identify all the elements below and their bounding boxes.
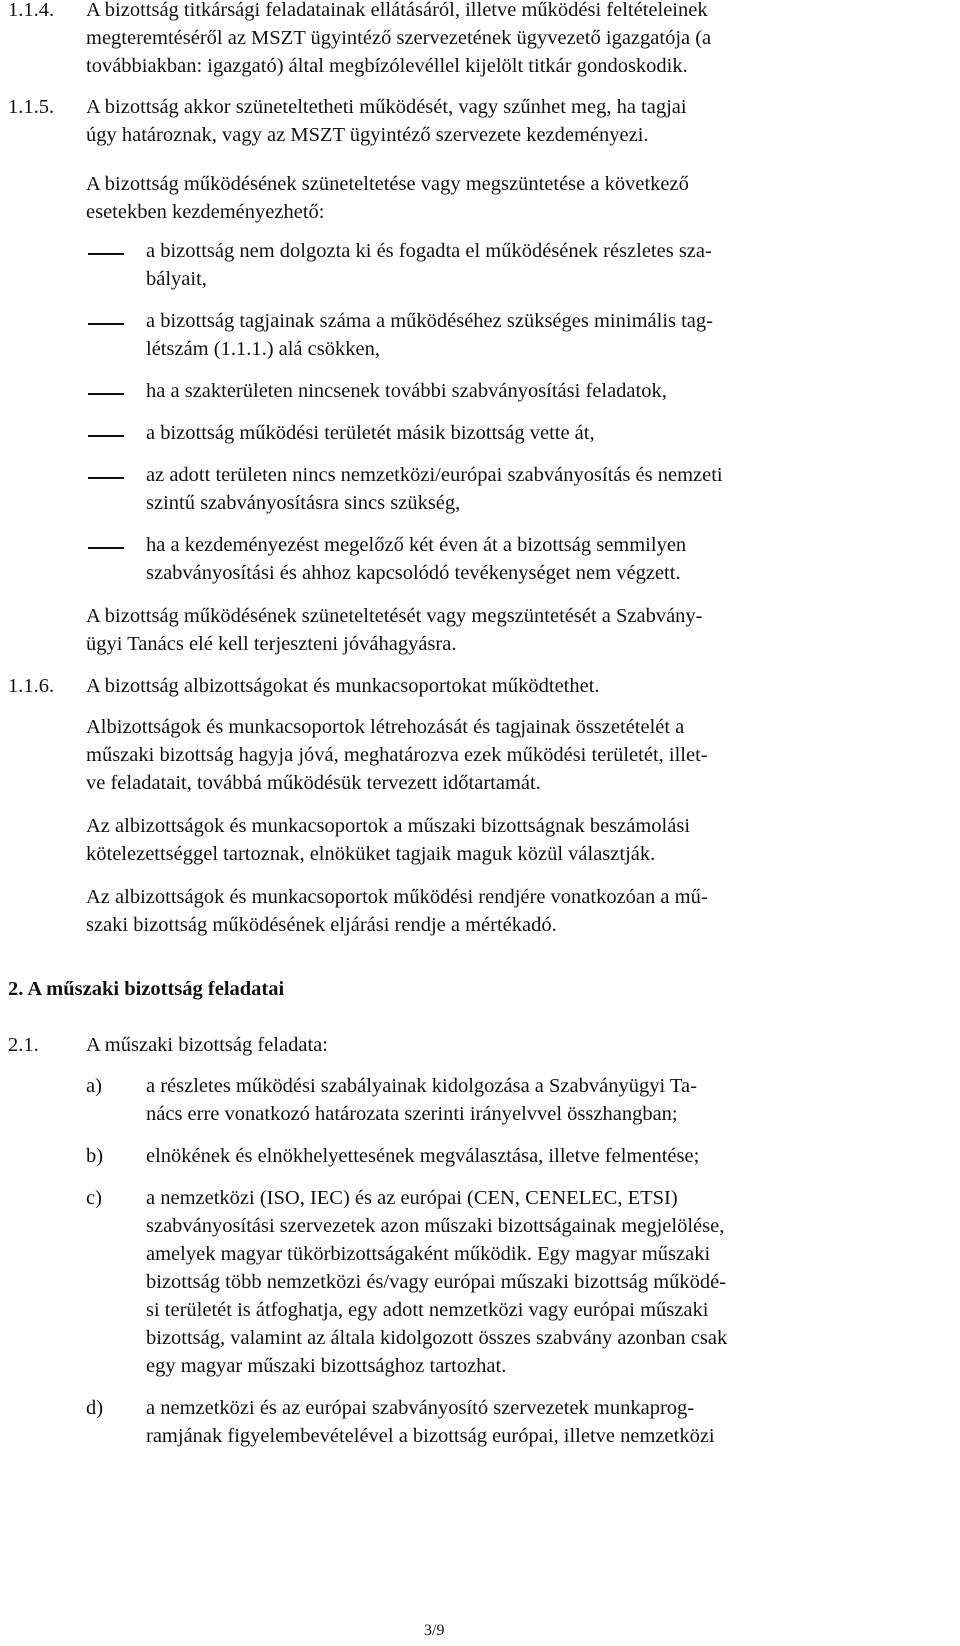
list-item-text: nács erre vonatkozó határozata szerinti irányelvvel összhangban;: [146, 1103, 678, 1125]
section-number: 1.1.4.: [8, 0, 55, 21]
chapter-heading: 2. A műszaki bizottság feladatai: [8, 978, 285, 1000]
list-item-text: szabványosítási szervezetek azon műszaki bizottságainak megjelölése,: [146, 1215, 725, 1237]
bullet-text: szabványosítási és ahhoz kapcsolódó tevékenységet nem végzett.: [146, 562, 681, 584]
list-item-label: c): [86, 1187, 102, 1209]
text-line: műszaki bizottság hagyja jóvá, meghatározva ezek működési területét, illet-: [86, 744, 708, 766]
bullet-dash: [88, 435, 124, 437]
list-item-text: bizottság több nemzetközi és/vagy európai műszaki bizottság működé-: [146, 1271, 727, 1293]
bullet-dash: [88, 253, 124, 255]
list-item-text: elnökének és elnökhelyettesének megválasztása, illetve felmentése;: [146, 1145, 700, 1167]
bullet-text: ha a szakterületen nincsenek további szabványosítási feladatok,: [146, 380, 667, 402]
bullet-text: szintű szabványosításra sincs szükség,: [146, 492, 461, 514]
list-item-text: si területét is átfoghatja, egy adott nemzetközi vagy európai műszaki: [146, 1299, 709, 1321]
text-line: kötelezettséggel tartoznak, elnöküket tagjaik maguk közül választják.: [86, 843, 656, 865]
text-line: A bizottság albizottságokat és munkacsoportokat működtethet.: [86, 675, 600, 697]
text-line: továbbiakban: igazgató) által megbízólevéllel kijelölt titkár gondoskodik.: [86, 55, 688, 77]
text-line: úgy határoznak, vagy az MSZT ügyintéző szervezete kezdeményezi.: [86, 124, 649, 146]
list-item-text: ramjának figyelembevételével a bizottság európai, illetve nemzetközi: [146, 1425, 715, 1447]
bullet-dash: [88, 547, 124, 549]
text-line: A bizottság működésének szüneteltetése vagy megszüntetése a következő: [86, 173, 689, 195]
bullet-text: az adott területen nincs nemzetközi/európai szabványosítás és nemzeti: [146, 464, 723, 486]
text-line: Az albizottságok és munkacsoportok működési rendjére vonatkozóan a mű-: [86, 886, 708, 908]
list-item-text: a nemzetközi (ISO, IEC) és az európai (CEN, CENELEC, ETSI): [146, 1187, 678, 1209]
section-number: 2.1.: [8, 1034, 39, 1056]
text-line: ügyi Tanács elé kell terjeszteni jóváhagyásra.: [86, 633, 457, 655]
text-line: A bizottság akkor szüneteltetheti működését, vagy szűnhet meg, ha tagjai: [86, 96, 687, 118]
list-item-text: egy magyar műszaki bizottsághoz tartozhat.: [146, 1355, 507, 1377]
bullet-text: a bizottság működési területét másik bizottság vette át,: [146, 422, 595, 444]
bullet-text: ha a kezdeményezést megelőző két éven át a bizottság semmilyen: [146, 534, 687, 556]
bullet-text: a bizottság nem dolgozta ki és fogadta el működésének részletes sza-: [146, 240, 712, 262]
bullet-text: létszám (1.1.1.) alá csökken,: [146, 338, 380, 360]
bullet-dash: [88, 477, 124, 479]
text-line: esetekben kezdeményezhető:: [86, 201, 325, 223]
text-line: megteremtéséről az MSZT ügyintéző szervezetének ügyvezető igazgatója (a: [86, 27, 712, 49]
bullet-text: bályait,: [146, 268, 207, 290]
text-line: A bizottság működésének szüneteltetését vagy megszüntetését a Szabvány-: [86, 605, 703, 627]
text-line: Albizottságok és munkacsoportok létrehozását és tagjainak összetételét a: [86, 716, 685, 738]
bullet-dash: [88, 393, 124, 395]
text-line: ve feladatait, továbbá működésük tervezett időtartamát.: [86, 772, 541, 794]
list-item-text: a részletes működési szabályainak kidolgozása a Szabványügyi Ta-: [146, 1075, 697, 1097]
list-item-text: a nemzetközi és az európai szabványosító szervezetek munkaprog-: [146, 1397, 695, 1419]
text-line: A műszaki bizottság feladata:: [86, 1034, 328, 1056]
bullet-dash: [88, 323, 124, 325]
page-number: 3/9: [424, 1622, 445, 1639]
list-item-text: amelyek magyar tükörbizottságaként működik. Egy magyar műszaki: [146, 1243, 711, 1265]
list-item-label: d): [86, 1397, 104, 1419]
section-number: 1.1.5.: [8, 96, 55, 118]
text-line: Az albizottságok és munkacsoportok a műszaki bizottságnak beszámolási: [86, 815, 691, 837]
list-item-label: b): [86, 1145, 104, 1167]
bullet-text: a bizottság tagjainak száma a működéséhez szükséges minimális tag-: [146, 310, 713, 332]
list-item-label: a): [86, 1075, 102, 1097]
text-line: A bizottság titkársági feladatainak ellátásáról, illetve működési feltételeinek: [86, 0, 708, 21]
section-number: 1.1.6.: [8, 675, 55, 697]
list-item-text: bizottság, valamint az általa kidolgozott összes szabvány azonban csak: [146, 1327, 728, 1349]
text-line: szaki bizottság működésének eljárási rendje a mértékadó.: [86, 914, 557, 936]
